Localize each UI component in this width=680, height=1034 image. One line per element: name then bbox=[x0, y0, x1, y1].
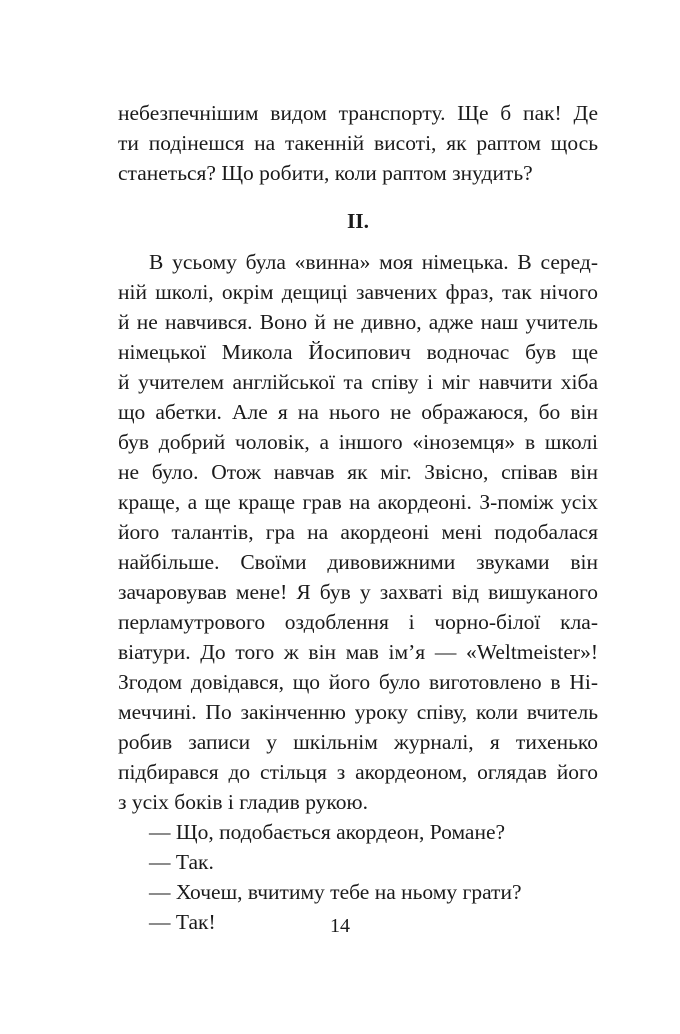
text-line: Згодом довідався, що його було виготовлено в Ні- bbox=[118, 670, 598, 694]
text-line: небезпечнішим видом транспорту. Ще б пак! Де bbox=[118, 101, 598, 125]
text-line: робив записи у шкільнім журналі, я тихенько bbox=[118, 730, 598, 754]
page-number: 14 bbox=[330, 915, 350, 937]
text-line: й учителем англійської та співу і міг навчити хіба bbox=[118, 370, 598, 394]
text-line: станеться? Що робити, коли раптом знудить? bbox=[118, 161, 533, 185]
text-line: віатури. До того ж він мав ім’я — «Weltmeister»! bbox=[118, 640, 598, 664]
dialogue-line: — Хочеш, вчитиму тебе на ньому грати? bbox=[149, 880, 522, 904]
text-line: не було. Отож навчав як міг. Звісно, співав він bbox=[118, 460, 598, 484]
text-line: й не навчився. Воно й не дивно, адже наш учитель bbox=[118, 310, 598, 334]
text-line: зачаровував мене! Я був у захваті від вишуканого bbox=[118, 580, 598, 604]
text-line: перламутрового оздоблення і чорно-білої кла- bbox=[118, 610, 598, 634]
text-line: німецької Микола Йосипович водночас був ще bbox=[118, 340, 598, 364]
text-line: В усьому була «винна» моя німецька. В серед- bbox=[149, 250, 598, 274]
text-line: був добрий чоловік, а іншого «іноземця» в школі bbox=[118, 430, 598, 454]
text-line: краще, а ще краще грав на акордеоні. З-поміж усіх bbox=[118, 490, 598, 514]
text-line: його талантів, гра на акордеоні мені подобалася bbox=[118, 520, 598, 544]
text-line: ній школі, окрім дещиці завчених фраз, так нічого bbox=[118, 280, 598, 304]
text-line: з усіх боків і гладив рукою. bbox=[118, 790, 368, 814]
text-line: ти подінешся на такенній висоті, як раптом щось bbox=[118, 131, 598, 155]
book-page-text bbox=[118, 98, 598, 937]
text-line: меччині. По закінченню уроку співу, коли вчитель bbox=[118, 700, 598, 724]
text-line: найбільше. Своїми дивовижними звуками він bbox=[118, 550, 598, 574]
dialogue-line: — Так! bbox=[149, 910, 216, 934]
dialogue-line: — Так. bbox=[149, 850, 214, 874]
text-line: підбирався до стільця з акордеоном, оглядав його bbox=[118, 760, 598, 784]
text-line: що абетки. Але я на нього не ображаюся, бо він bbox=[118, 400, 598, 424]
section-heading: ІІ. bbox=[346, 209, 370, 233]
dialogue-line: — Що, подобається акордеон, Романе? bbox=[149, 820, 506, 844]
